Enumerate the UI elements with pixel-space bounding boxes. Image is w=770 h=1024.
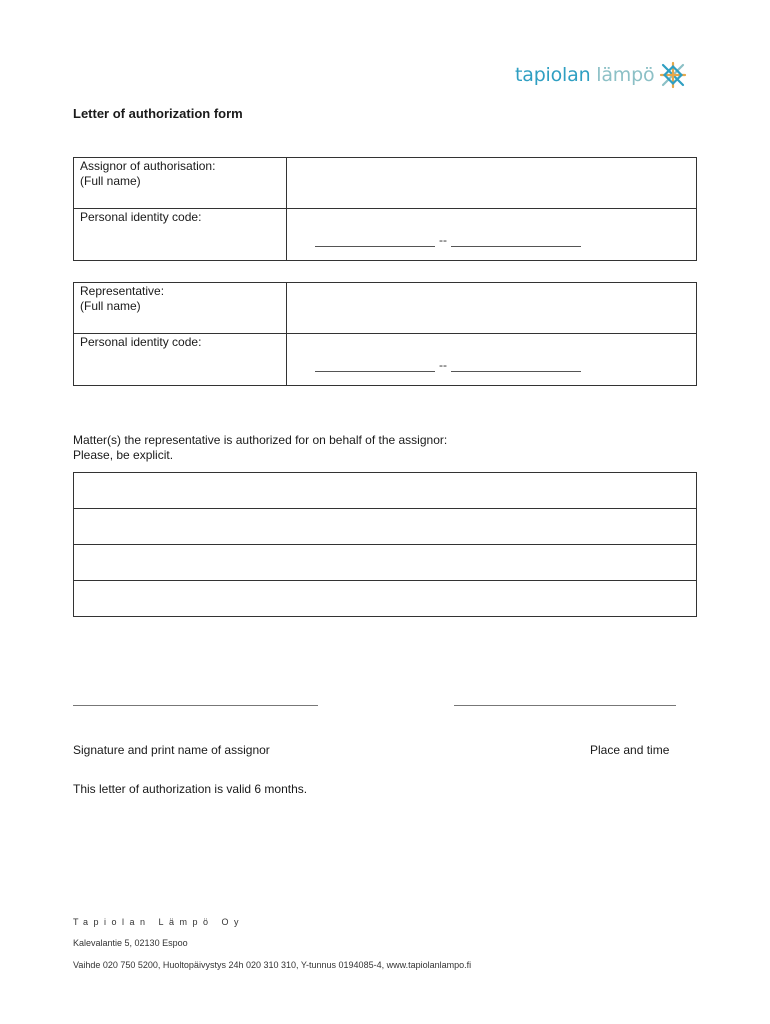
assignor-signature-line[interactable]	[73, 705, 318, 706]
assignor-id-part2[interactable]	[451, 246, 581, 247]
assignor-name-label-line2: (Full name)	[80, 174, 141, 188]
representative-name-label-line2: (Full name)	[80, 299, 141, 313]
footer-company: Tapiolan Lämpö Oy	[73, 917, 245, 927]
representative-id-part1[interactable]	[315, 371, 435, 372]
representative-name-field[interactable]	[287, 283, 697, 334]
logo-word-1: tapiolan	[515, 64, 591, 86]
matter-row[interactable]	[74, 473, 697, 509]
place-time-label: Place and time	[590, 743, 670, 757]
assignor-signature-label: Signature and print name of assignor	[73, 743, 270, 757]
assignor-id-separator: --	[439, 233, 447, 247]
matter-row[interactable]	[74, 545, 697, 581]
assignor-id-part1[interactable]	[315, 246, 435, 247]
representative-id-separator: --	[439, 358, 447, 372]
matters-table	[73, 472, 697, 617]
assignor-table	[73, 157, 697, 261]
footer-address: Kalevalantie 5, 02130 Espoo	[73, 938, 188, 948]
representative-name-label-line1: Representative:	[80, 284, 165, 298]
logo-star-icon	[658, 60, 688, 90]
form-title: Letter of authorization form	[73, 106, 243, 121]
representative-id-part2[interactable]	[451, 371, 581, 372]
assignor-name-field[interactable]	[287, 158, 697, 209]
matter-row[interactable]	[74, 509, 697, 545]
representative-table	[73, 282, 697, 386]
company-logo	[515, 60, 688, 90]
representative-id-label: Personal identity code:	[74, 334, 287, 386]
matter-row[interactable]	[74, 581, 697, 617]
logo-wordmark	[515, 64, 654, 86]
assignor-id-field[interactable]	[287, 209, 697, 261]
matters-instructions	[73, 433, 447, 463]
validity-note: This letter of authorization is valid 6 months.	[73, 782, 308, 796]
representative-id-field[interactable]	[287, 334, 697, 386]
matters-line1: Matter(s) the representative is authorized for on behalf of the assignor:	[73, 433, 448, 447]
logo-word-2: lämpö	[596, 64, 655, 86]
assignor-name-label	[74, 158, 287, 209]
assignor-name-label-line1: Assignor of authorisation:	[80, 159, 216, 173]
matters-line2: Please, be explicit.	[73, 448, 174, 462]
place-time-line[interactable]	[454, 705, 676, 706]
assignor-id-label: Personal identity code:	[74, 209, 287, 261]
representative-name-label	[74, 283, 287, 334]
footer-contact: Vaihde 020 750 5200, Huoltopäivystys 24h 020 310 310, Y-tunnus 0194085-4, www.tapiolanlampo.fi	[73, 960, 472, 970]
